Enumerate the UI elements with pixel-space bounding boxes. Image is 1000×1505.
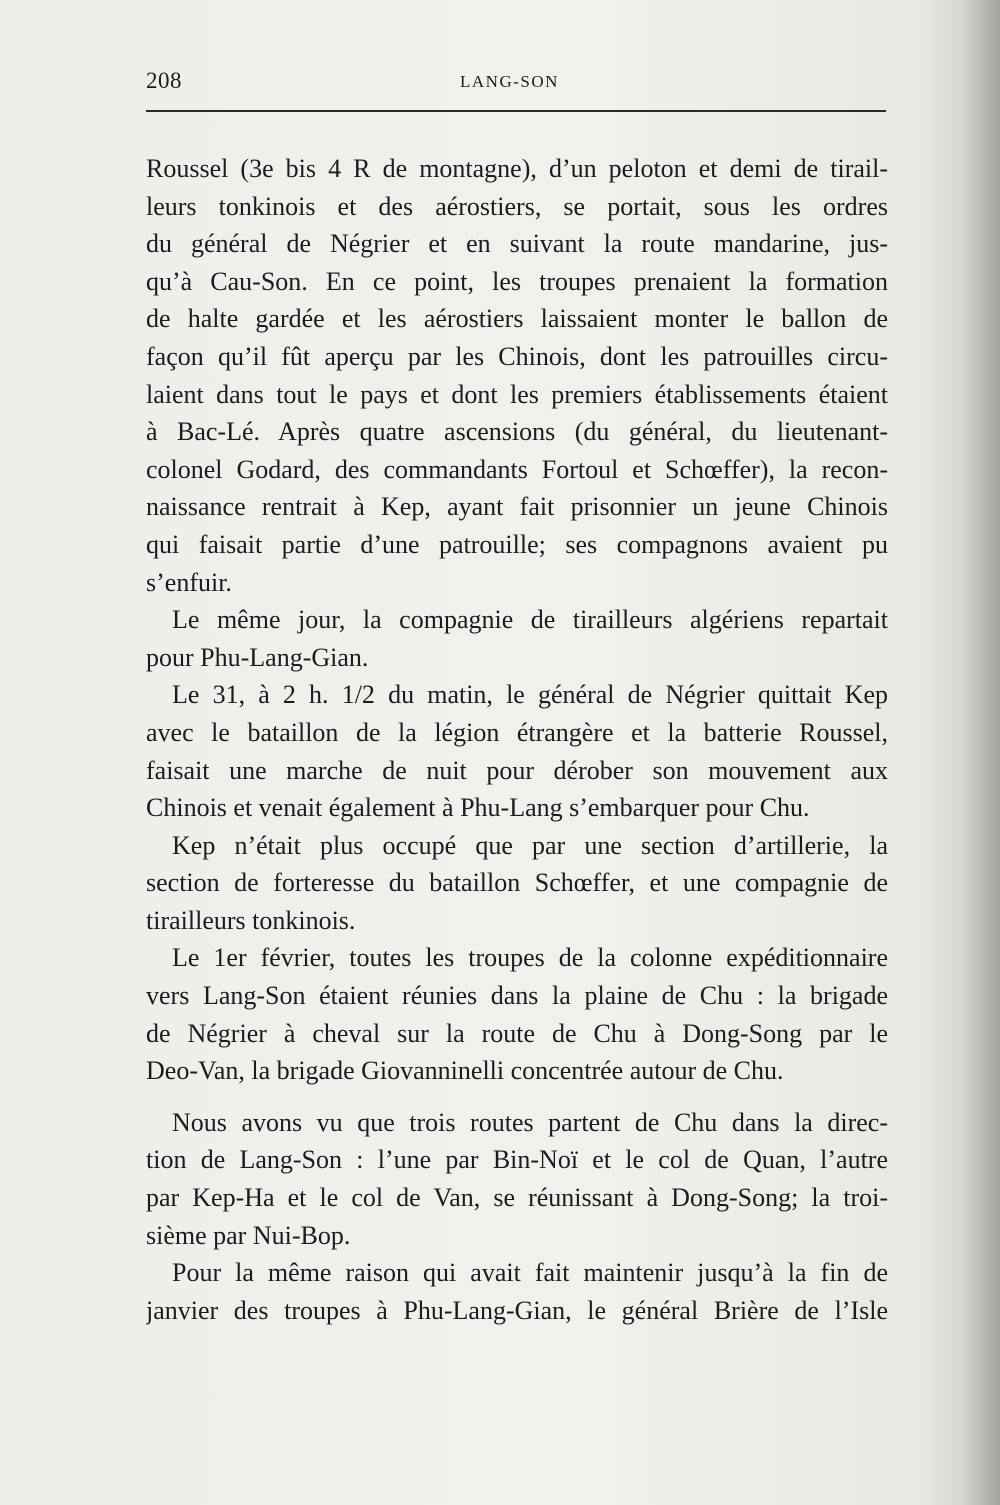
text-line: colonel Godard, des commandants Fortoul et Schœffer), la recon- [146,454,888,484]
text-line: à Bac-Lé. Après quatre ascensions (du général, du lieutenant- [146,417,888,447]
text-line: sième par Nui-Bop. [146,1220,351,1250]
running-title: LANG-SON [460,72,559,91]
text-line: Deo-Van, la brigade Giovanninelli concentrée autour de Chu. [146,1056,784,1086]
text-line: façon qu’il fût aperçu par les Chinois, dont les patrouilles circu- [146,341,888,371]
text-line: vers Lang-Son étaient réunies dans la plaine de Chu : la brigade [146,981,888,1011]
text-line: janvier des troupes à Phu-Lang-Gian, le général Brière de l’Isle [146,1295,888,1325]
text-line: par Kep-Ha et le col de Van, se réunissant à Dong-Song; la troi- [146,1183,888,1213]
text-line: avec le bataillon de la légion étrangère et la batterie Roussel, [146,717,888,747]
text-line: Le 1er février, toutes les troupes de la colonne expéditionnaire [172,943,888,973]
text-line: qui faisait partie d’une patrouille; ses compagnons avaient pu [146,529,888,559]
text-line: tion de Lang-Son : l’une par Bin-Noï et le col de Quan, l’autre [146,1145,888,1175]
text-line: Roussel (3e bis 4 R de montagne), d’un peloton et demi de tirail- [146,154,888,183]
text-line: Kep n’était plus occupé que par une section d’artillerie, la [172,830,888,860]
text-line: leurs tonkinois et des aérostiers, se portait, sous les ordres [146,191,888,221]
text-line: Chinois et venait également à Phu-Lang s’embarquer pour Chu. [146,793,810,823]
text-line: de Négrier à cheval sur la route de Chu à Dong-Song par le [146,1018,888,1048]
text-line: Nous avons vu que trois routes partent de Chu dans la direc- [172,1107,888,1137]
text-line: naissance rentrait à Kep, ayant fait prisonnier un jeune Chinois [146,492,888,522]
text-line: qu’à Cau-Son. En ce point, les troupes prenaient la formation [146,266,888,296]
page-edge-shadow [960,0,1000,1505]
text-line: Le 31, à 2 h. 1/2 du matin, le général de Négrier quittait Kep [172,680,888,710]
text-line: section de forteresse du bataillon Schœffer, et une compagnie de [146,868,888,898]
page-header [146,68,886,104]
text-line: s’enfuir. [146,567,232,597]
header-rule [146,110,886,112]
text-line: de halte gardée et les aérostiers laissaient monter le ballon de [146,304,888,334]
page-number: 208 [146,68,182,93]
text-line: Pour la même raison qui avait fait maintenir jusqu’à la fin de [172,1258,888,1288]
body-text [146,150,888,1329]
text-line: tirailleurs tonkinois. [146,905,356,935]
text-line: pour Phu-Lang-Gian. [146,642,369,672]
text-line: Le même jour, la compagnie de tirailleurs algériens repartait [172,605,888,635]
text-line: laient dans tout le pays et dont les premiers établissements étaient [146,379,888,409]
text-line: faisait une marche de nuit pour dérober son mouvement aux [146,755,888,785]
text-line: du général de Négrier et en suivant la route mandarine, jus- [146,229,888,259]
